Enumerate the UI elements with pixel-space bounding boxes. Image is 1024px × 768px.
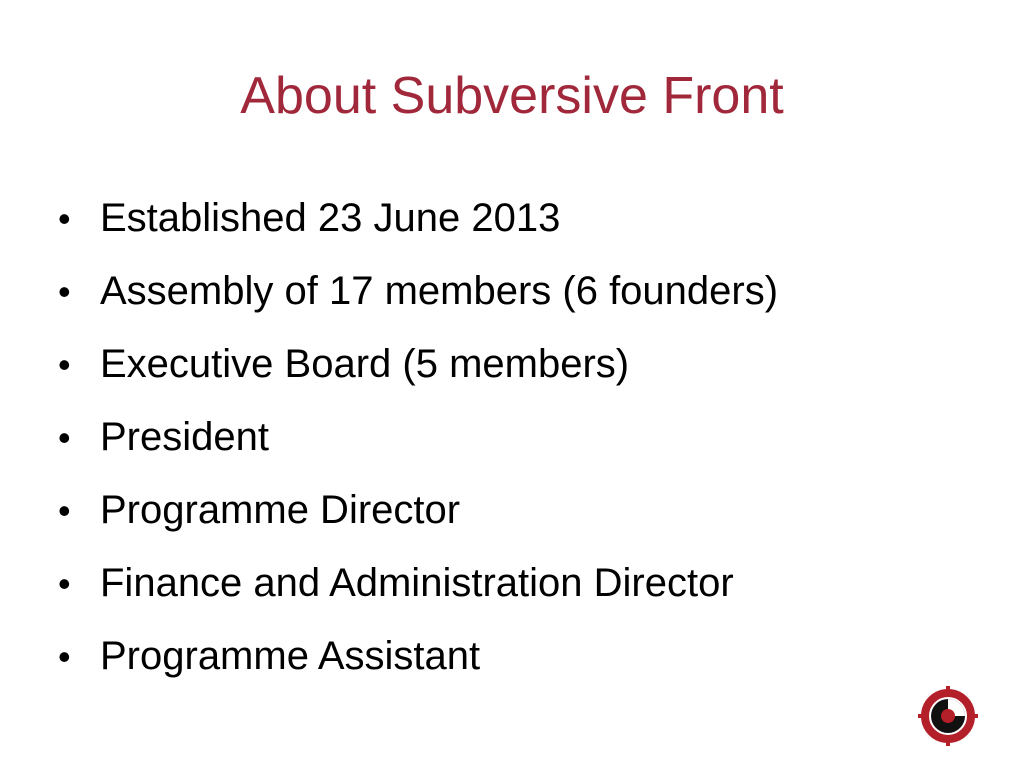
bullet-text: Established 23 June 2013 (100, 196, 561, 240)
bullet-item-executive-board (58, 328, 978, 401)
bullet-dot: • (58, 490, 71, 531)
slide-title: About Subversive Front (240, 67, 784, 125)
bullet-item-finance-director (58, 547, 978, 620)
bullet-item-programme-assistant (58, 620, 978, 693)
bullet-text: Programme Director (100, 488, 461, 532)
bullet-dot: • (58, 417, 71, 458)
bullet-dot: • (58, 271, 71, 312)
bullet-item-assembly (58, 255, 978, 328)
bullet-text: Programme Assistant (100, 634, 481, 678)
bullet-text: Assembly of 17 members (6 founders) (100, 269, 779, 313)
bullet-dot: • (58, 198, 71, 239)
bullet-text: Executive Board (5 members) (100, 342, 630, 386)
bullet-item-established (58, 182, 978, 255)
bullet-text: Finance and Administration Director (100, 561, 734, 605)
bullet-list (58, 182, 978, 693)
bullet-text: President (100, 415, 269, 459)
target-crosshair-logo-icon (918, 686, 978, 746)
bullet-dot: • (58, 636, 71, 677)
bullet-dot: • (58, 563, 71, 604)
bullet-item-president (58, 401, 978, 474)
bullet-dot: • (58, 344, 71, 385)
bullet-item-programme-director (58, 474, 978, 547)
